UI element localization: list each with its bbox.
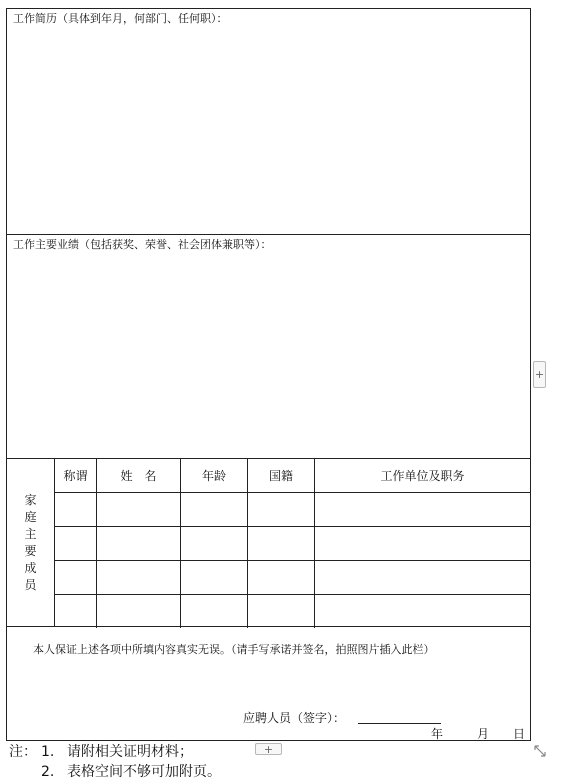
note-number: 2. xyxy=(41,764,55,780)
family-header-row xyxy=(55,459,530,493)
note-text: 表格空间不够可加附页。 xyxy=(67,764,221,780)
family-cell-employer[interactable] xyxy=(315,493,530,526)
work-history-cell[interactable] xyxy=(7,9,530,235)
add-row-button[interactable] xyxy=(255,743,282,755)
list-item xyxy=(9,742,221,762)
family-cell-title[interactable] xyxy=(55,527,97,560)
table-row xyxy=(55,595,530,628)
date-month-label: 月 xyxy=(477,727,490,741)
date-year-label: 年 xyxy=(431,727,444,741)
note-text: 请附相关证明材料； xyxy=(67,744,193,760)
family-cell-age[interactable] xyxy=(181,595,248,628)
achievements-cell[interactable] xyxy=(7,235,530,459)
family-cell-age[interactable] xyxy=(181,527,248,560)
family-cell-name[interactable] xyxy=(97,527,181,560)
family-cell-title[interactable] xyxy=(55,595,97,628)
family-cell-name[interactable] xyxy=(97,493,181,526)
achievements-label: 工作主要业绩（包括获奖、荣誉、社会团体兼职等）： xyxy=(13,238,272,251)
family-cell-age[interactable] xyxy=(181,493,248,526)
header-employer-position: 工作单位及职务 xyxy=(380,469,465,483)
plus-icon: + xyxy=(263,743,274,756)
signature-line[interactable] xyxy=(358,723,441,724)
family-cell-nationality[interactable] xyxy=(248,493,315,526)
family-members-side-cell xyxy=(7,459,55,626)
family-members-grid xyxy=(55,459,530,626)
header-name: 姓 名 xyxy=(97,459,181,492)
family-cell-title[interactable] xyxy=(55,493,97,526)
header-title: 称谓 xyxy=(55,459,97,492)
declaration-text: 本人保证上述各项中所填内容真实无误。（请手写承诺并签名，拍照图片插入此栏） xyxy=(33,643,435,656)
family-members-section xyxy=(7,459,530,627)
work-history-label: 工作简历（具体到年月，何部门、任何职）： xyxy=(13,12,228,25)
footnotes xyxy=(9,742,221,782)
application-form-table xyxy=(6,8,531,741)
family-cell-name[interactable] xyxy=(97,561,181,594)
table-row xyxy=(55,527,530,561)
list-item xyxy=(9,762,221,782)
note-number: 1. xyxy=(41,744,55,760)
family-cell-employer[interactable] xyxy=(315,561,530,594)
family-cell-nationality[interactable] xyxy=(248,561,315,594)
resize-corner-icon[interactable] xyxy=(533,744,547,758)
declaration-cell[interactable] xyxy=(7,627,530,740)
family-cell-title[interactable] xyxy=(55,561,97,594)
signature-label: 应聘人员（签字）： xyxy=(243,711,346,725)
family-members-label: 家庭主要成员 xyxy=(24,492,37,592)
header-nationality: 国籍 xyxy=(248,459,315,492)
plus-icon: + xyxy=(534,368,545,381)
add-column-button[interactable] xyxy=(533,361,546,388)
family-cell-name[interactable] xyxy=(97,595,181,628)
family-cell-age[interactable] xyxy=(181,561,248,594)
date-day-label: 日 xyxy=(513,727,526,741)
table-row xyxy=(55,561,530,595)
family-cell-employer[interactable] xyxy=(315,595,530,628)
resize-arrows-icon xyxy=(533,744,547,758)
page-top-margin xyxy=(0,0,563,8)
table-row xyxy=(55,493,530,527)
notes-prefix: 注： xyxy=(9,744,37,760)
header-age: 年龄 xyxy=(181,459,248,492)
family-cell-nationality[interactable] xyxy=(248,527,315,560)
family-cell-nationality[interactable] xyxy=(248,595,315,628)
family-cell-employer[interactable] xyxy=(315,527,530,560)
